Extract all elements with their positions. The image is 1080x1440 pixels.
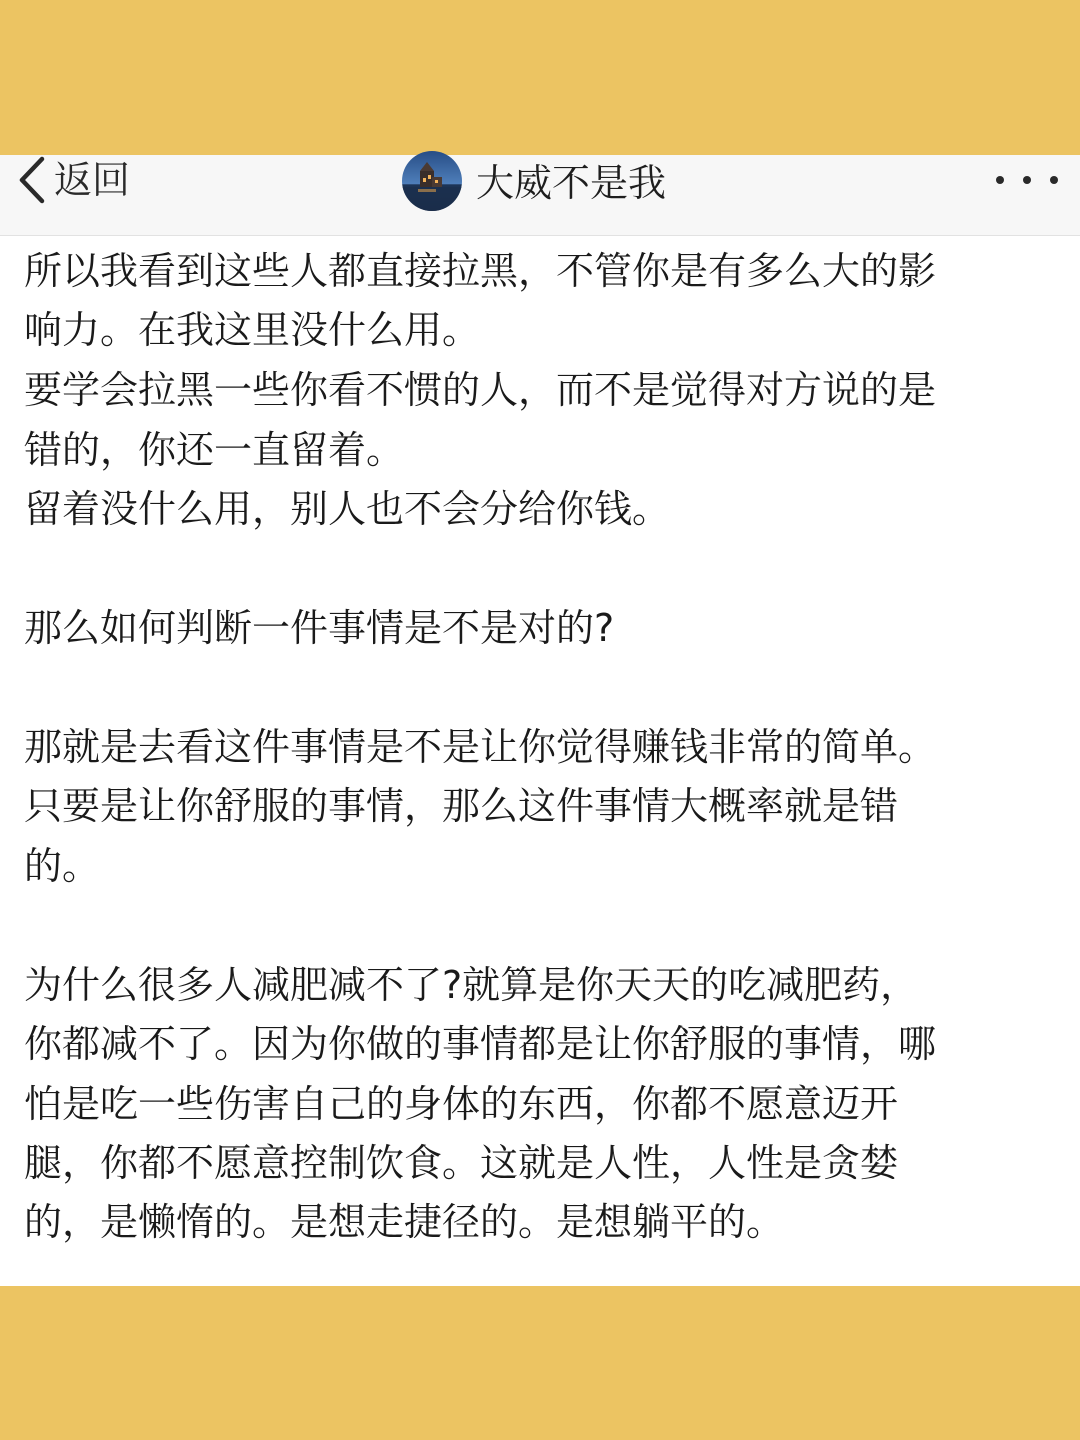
post-text-line: 腿，你都不愿意控制饮食。这就是人性，人性是贪婪 [24, 1141, 899, 1185]
more-horizontal-icon [1023, 176, 1031, 184]
post-text-line: 为什么很多人减肥减不了?就算是你天天的吃减肥药， [24, 963, 919, 1007]
chevron-left-icon [12, 155, 52, 205]
post-text-line: 怕是吃一些伤害自己的身体的东西，你都不愿意迈开 [24, 1082, 899, 1126]
post-text-line: 所以我看到这些人都直接拉黑，不管你是有多么大的影 [24, 249, 937, 293]
back-button[interactable] [12, 155, 130, 205]
top-navbar [0, 155, 1080, 236]
bottom-background-band [0, 1286, 1080, 1440]
post-text-line: 那么如何判断一件事情是不是对的? [24, 606, 615, 650]
username: 大威不是我 [476, 161, 667, 205]
back-label: 返回 [54, 158, 131, 202]
post-text-line: 要学会拉黑一些你看不惯的人，而不是觉得对方说的是 [24, 368, 937, 412]
post-text-line: 响力。在我这里没什么用。 [24, 308, 481, 352]
post-text-line: 你都减不了。因为你做的事情都是让你舒服的事情，哪 [24, 1022, 937, 1066]
avatar[interactable] [402, 151, 462, 211]
post-text-line: 只要是让你舒服的事情，那么这件事情大概率就是错 [24, 784, 899, 828]
profile-header[interactable] [402, 155, 666, 211]
top-background-band [0, 0, 1080, 155]
post-content [0, 236, 1080, 1286]
more-options-button[interactable] [996, 163, 1058, 197]
post-text-line: 留着没什么用，别人也不会分给你钱。 [24, 487, 671, 531]
more-horizontal-icon [996, 176, 1004, 184]
post-text-line: 的。 [24, 844, 101, 888]
post-text-line: 那就是去看这件事情是不是让你觉得赚钱非常的简单。 [24, 725, 937, 769]
post-text-line: 错的，你还一直留着。 [24, 428, 405, 472]
more-horizontal-icon [1050, 176, 1058, 184]
post-text-line: 的，是懒惰的。是想走捷径的。是想躺平的。 [24, 1200, 785, 1244]
